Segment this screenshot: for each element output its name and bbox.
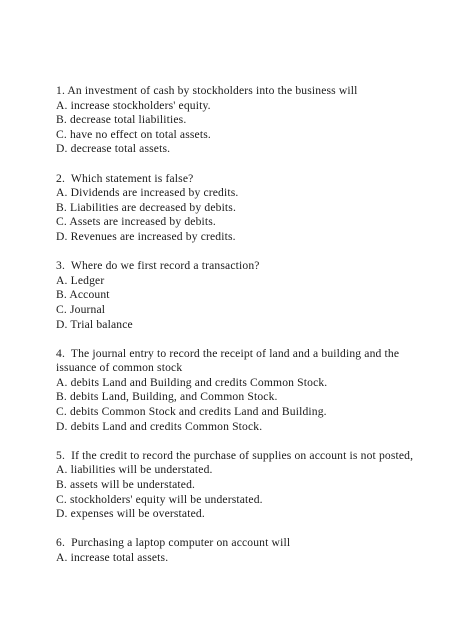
answer-option-b: B. decrease total liabilities. bbox=[56, 113, 187, 127]
question-2 bbox=[56, 172, 426, 245]
question-stem: 2. Which statement is false? bbox=[56, 171, 194, 185]
question-stem: 1. An investment of cash by stockholders into the business will bbox=[56, 84, 358, 97]
question-6 bbox=[56, 536, 426, 565]
question-5 bbox=[56, 449, 426, 522]
answer-option-d: D. Trial balance bbox=[56, 317, 133, 331]
quiz-content bbox=[56, 84, 426, 580]
answer-option-c: C. have no effect on total assets. bbox=[56, 127, 211, 141]
question-stem: 6. Purchasing a laptop computer on account will bbox=[56, 536, 291, 550]
answer-option-a: A. increase stockholders' equity. bbox=[56, 98, 211, 112]
answer-option-d: D. expenses will be overstated. bbox=[56, 507, 205, 521]
answer-option-a: A. Ledger bbox=[56, 273, 105, 287]
answer-option-a: A. increase total assets. bbox=[56, 551, 169, 564]
question-3 bbox=[56, 259, 426, 332]
answer-option-d: D. decrease total assets. bbox=[56, 142, 171, 156]
answer-option-c: C. Assets are increased by debits. bbox=[56, 215, 216, 229]
answer-option-b: B. Account bbox=[56, 288, 110, 302]
question-1 bbox=[56, 84, 426, 157]
answer-option-b: B. Liabilities are decreased by debits. bbox=[56, 200, 237, 214]
question-4 bbox=[56, 347, 426, 435]
answer-option-a: A. debits Land and Building and credits Common Stock. bbox=[56, 375, 328, 389]
question-stem: 4. The journal entry to record the receipt of land and a building and the issuance of common stock bbox=[56, 346, 403, 375]
question-stem: 3. Where do we first record a transaction? bbox=[56, 259, 260, 273]
answer-option-d: D. Revenues are increased by credits. bbox=[56, 229, 236, 243]
answer-option-b: B. debits Land, Building, and Common Stock. bbox=[56, 390, 278, 404]
answer-option-c: C. stockholders' equity will be understated. bbox=[56, 492, 263, 506]
answer-option-c: C. debits Common Stock and credits Land and Building. bbox=[56, 405, 327, 419]
answer-option-a: A. Dividends are increased by credits. bbox=[56, 186, 239, 200]
answer-option-a: A. liabilities will be understated. bbox=[56, 463, 213, 477]
answer-option-d: D. debits Land and credits Common Stock. bbox=[56, 419, 263, 433]
answer-option-b: B. assets will be understated. bbox=[56, 478, 196, 492]
answer-option-c: C. Journal bbox=[56, 302, 106, 316]
question-stem: 5. If the credit to record the purchase of supplies on account is not posted, bbox=[56, 448, 414, 462]
